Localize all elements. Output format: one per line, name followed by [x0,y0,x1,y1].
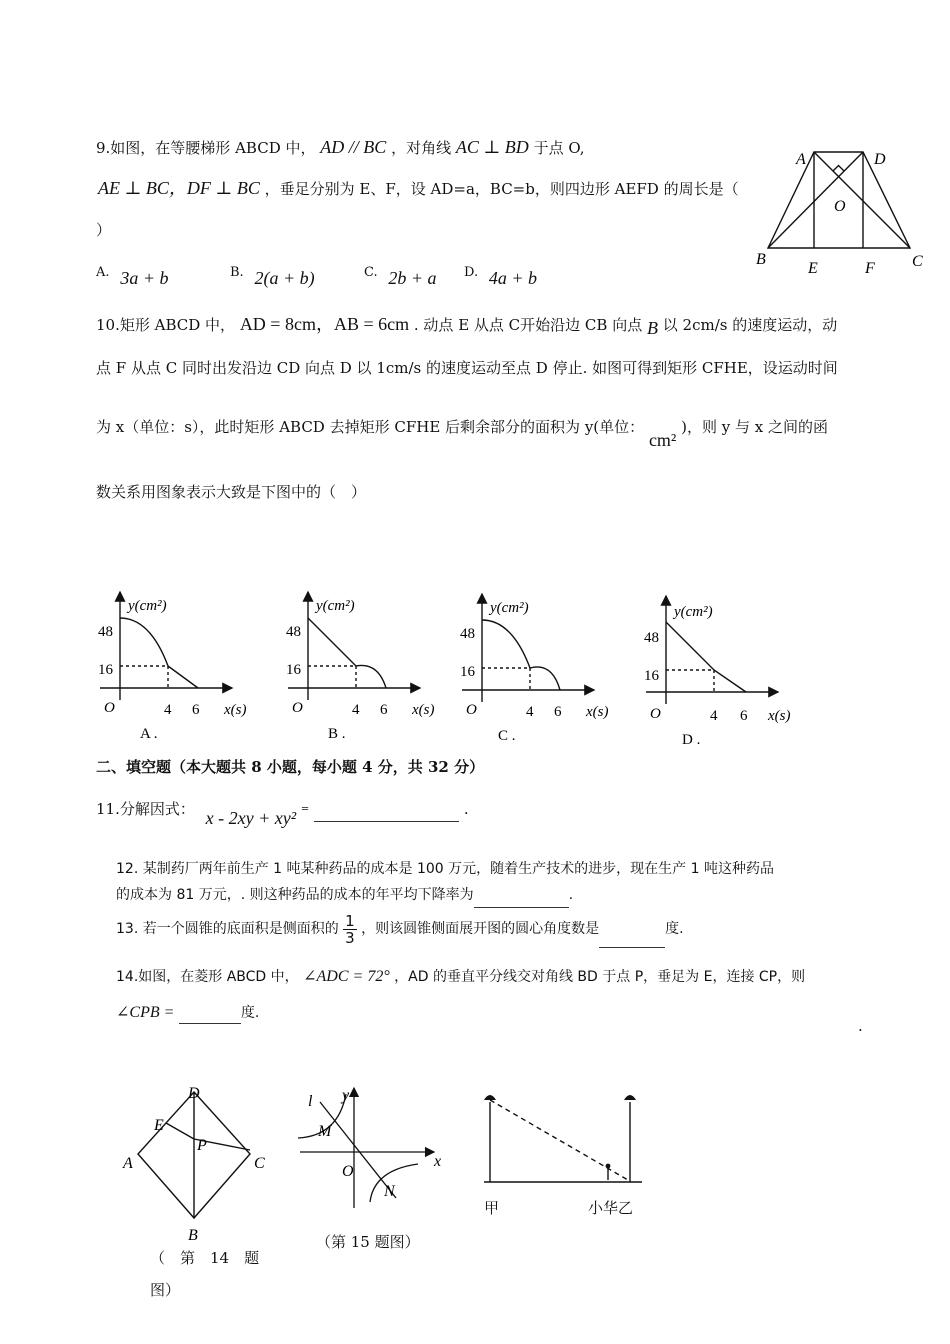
q10-line1: 10.矩形 ABCD 中， AD = 8cm，AB = 6cm . 动点 E 从点 C开始沿边 CB 向点 B 以 2cm/s 的速度运动，动 [96,314,838,338]
q11-expression: x - 2xy + xy² [205,808,297,828]
q9-option-d: D. 4a + b [464,265,538,288]
label-jia: 甲 [484,1199,500,1217]
tick-4: 4 [164,702,172,718]
label-l: l [308,1093,313,1110]
lamp-right-icon [624,1095,636,1100]
lamp-figure [476,1086,646,1196]
section-title: 二、填空题（本大题共 8 小题，每小题 4 分，共 32 分） [96,758,485,776]
q14-line1: 14.如图，在菱形 ABCD 中， ∠ADC = 72° ，AD 的垂直平分线交对角线 BD 于点 P，垂足为 E，连接 CP，则 [116,968,806,985]
label-o: O [342,1163,354,1180]
label-c: C [912,253,923,270]
label-a: A [123,1155,133,1172]
perp-bisector [166,1123,194,1139]
tick-48: 48 [460,626,475,642]
ylabel: y(cm²) [490,600,529,616]
graph-a [90,588,250,748]
q12 [116,856,774,908]
q9-line3: ） [96,221,112,239]
person-head [606,1164,611,1169]
q10-line4: 数关系用图象表示大致是下图中的（ ） [96,483,367,501]
math-perp: AC ⊥ BD [455,137,529,157]
label-x: x [434,1153,442,1170]
q13: 13. 若一个圆锥的底面积是侧面积的 $\frac{1}{3}$ ，则该圆锥侧面展开图的圆心角度数是 度. [116,911,684,947]
math-perp-pair: AE ⊥ BC，DF ⊥ BC [98,178,260,198]
tick-16: 16 [460,664,475,680]
label-o: O [834,198,846,215]
label-c: C [254,1155,265,1172]
diagonal-bd [768,152,863,248]
tick-48: 48 [286,624,301,640]
stray-dot: . [858,1017,863,1035]
label-m: M [318,1123,332,1140]
curve [482,620,560,690]
label-e: E [808,260,818,277]
curve [308,618,386,688]
xlabel: x(s) [768,708,791,724]
q12-line2: 的成本为 81 万元，. 则这种药品的成本的年平均下降率为 . [116,882,774,908]
label-d: D [874,151,886,168]
q10-line3: 为 x（单位：s），此时矩形 ABCD 去掉矩形 CFHE 后剩余部分的面积为 y(单位： cm² )，则 y 与 x 之间的函 [96,418,828,450]
xlabel: x(s) [586,704,609,720]
tick-16: 16 [286,662,301,678]
xlabel: x(s) [224,702,247,718]
label-n: N [384,1183,395,1200]
q12-answer-blank[interactable] [474,891,569,908]
ylabel: y(cm²) [128,598,167,614]
graph-d [636,592,806,752]
tick-48: 48 [644,630,659,646]
math-dims: AD = 8cm，AB = 6cm [239,314,410,334]
q12-line1: 12. 某制药厂两年前生产 1 吨某种药品的成本是 100 万元，随着生产技术的进步，现在生产 1 吨这种药品 [116,861,774,877]
diagonal-ac [814,152,910,248]
fig14-caption-2: 图） [150,1281,181,1299]
q9-line1: 9.如图，在等腰梯形 ABCD 中， AD // BC ，对角线 AC ⊥ BD 于点 O, [96,137,585,157]
origin: O [104,700,115,716]
origin: O [650,706,661,722]
q9-option-b: B. 2(a + b) [230,265,315,288]
ylabel: y(cm²) [316,598,355,614]
graph-b [278,588,438,748]
tick-16: 16 [98,662,113,678]
label-p: P [197,1137,207,1154]
fig15-caption: （第 15 题图） [316,1233,420,1251]
q14-line2: ∠CPB = 度. [116,1002,259,1024]
hyperbola-figure [288,1080,458,1220]
q14-answer-blank[interactable] [179,1007,241,1024]
graph-c [452,590,612,750]
tick-16: 16 [644,668,659,684]
label-b: B [756,251,766,268]
fraction-one-third: $\frac{1}{3}$ [345,911,355,947]
q11: 11.分解因式： x - 2xy + xy² = . [96,800,469,828]
q9-option-c: C. 2b + a [364,265,437,288]
tick-4: 4 [526,704,534,720]
trapezoid-figure [750,140,940,280]
math-parallel: AD // BC [320,137,387,157]
q10-line2: 点 F 从点 C 同时出发沿边 CD 向点 D 以 1cm/s 的速度运动至点 D 停止. 如图可得到矩形 CFHE，设运动时间 [96,359,838,377]
tick-6: 6 [380,702,388,718]
tick-6: 6 [554,704,562,720]
fig14-caption-1: （ 第 14 题 [150,1249,260,1267]
tick-48: 48 [98,624,113,640]
label-a: A [796,151,806,168]
right-angle-mark [833,166,844,172]
label-b: B [188,1227,198,1244]
q9-option-a: A. 3a + b [96,265,169,288]
rhombus-figure [110,1080,290,1250]
q9-line2: AE ⊥ BC，DF ⊥ BC ，垂足分别为 E、F，设 AD=a，BC=b，则四边形 AEFD 的周长是（ [98,178,739,198]
curve [666,622,746,692]
label-xiaohua-yi: 小华乙 [588,1199,634,1217]
tick-6: 6 [740,708,748,724]
q13-answer-blank[interactable] [599,931,665,948]
tick-4: 4 [352,702,360,718]
ylabel: y(cm²) [674,604,713,620]
graph-label: A . [140,726,158,742]
label-f: F [865,260,875,277]
curve [120,618,198,688]
q11-answer-blank[interactable] [314,805,459,822]
tick-4: 4 [710,708,718,724]
label-d: D [188,1085,200,1102]
xlabel: x(s) [412,702,435,718]
graph-label: C . [498,728,516,744]
origin: O [292,700,303,716]
tick-6: 6 [192,702,200,718]
origin: O [466,702,477,718]
lamp-left-icon [484,1095,496,1100]
label-y: y [342,1087,350,1104]
graph-label: D . [682,732,701,748]
graph-label: B . [328,726,346,742]
label-e: E [154,1117,164,1134]
